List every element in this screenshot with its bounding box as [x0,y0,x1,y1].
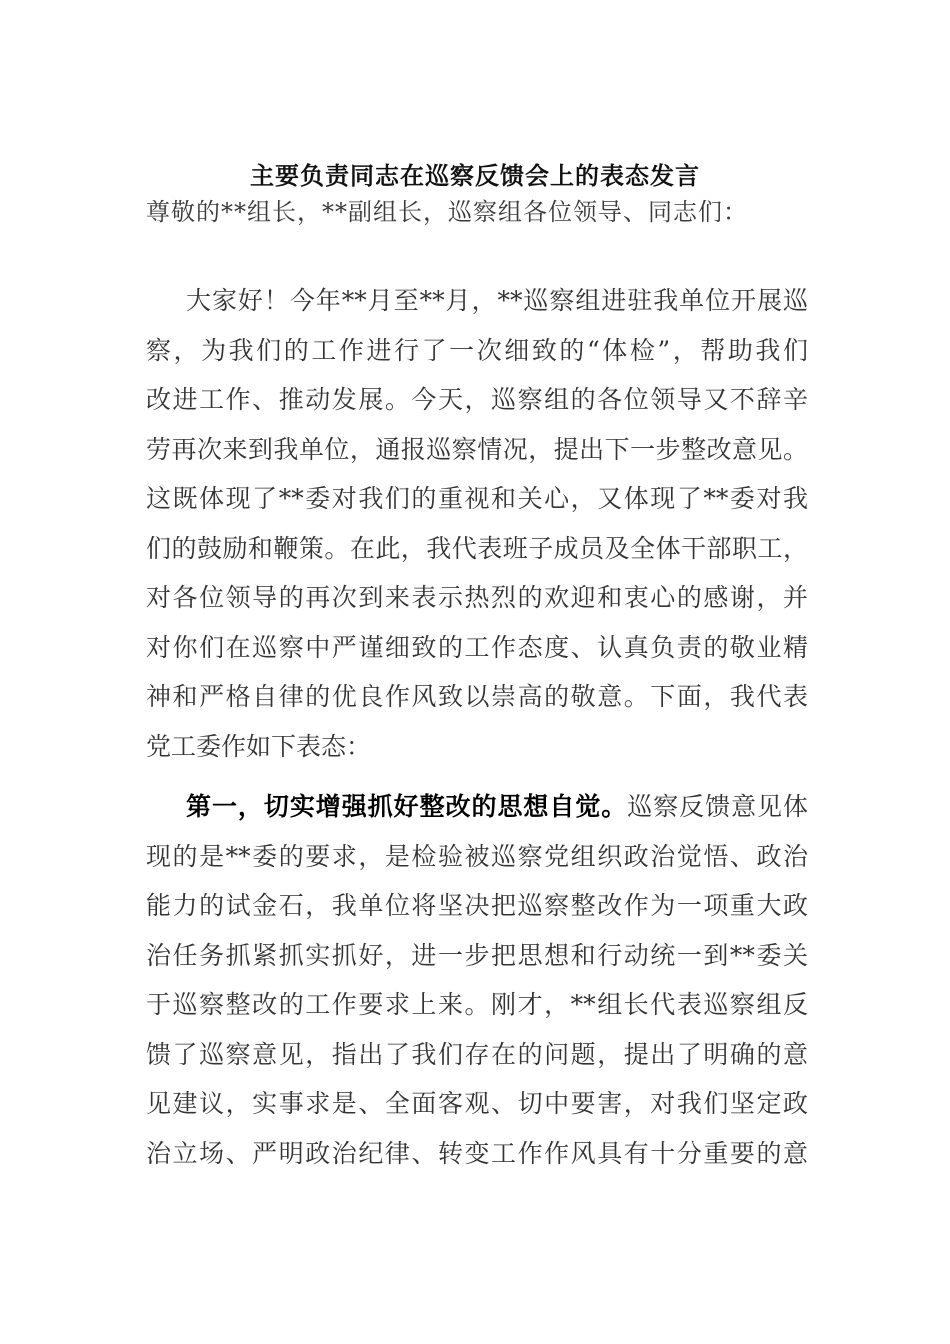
paragraph-line: 们的鼓励和鞭策。在此，我代表班子成员及全体干部职工， [146,533,808,563]
paragraph-line: 现的是**委的要求，是检验被巡察党组织政治觉悟、政治 [146,841,808,871]
paragraph-point-one [146,782,808,1178]
paragraph-first-line [146,782,808,832]
paragraph-line: 馈了巡察意见，指出了我们存在的问题，提出了明确的意 [146,1039,808,1069]
paragraph-line: 神和严格自律的优良作风致以崇高的敬意。下面，我代表 [146,682,808,711]
paragraph-line: 能力的试金石，我单位将坚决把巡察整改作为一项重大政 [146,891,808,920]
paragraph-line: 对你们在巡察中严谨细致的工作态度、认真负责的敬业精 [146,632,808,662]
paragraph-line: 劳再次来到我单位，通报巡察情况，提出下一步整改意见。 [146,434,808,464]
point-heading: 第一，切实增强抓好整改的思想自觉。 [186,792,628,821]
paragraph-line: 改进工作、推动发展。今天，巡察组的各位领导又不辞辛 [146,385,808,414]
paragraph-line: 大家好！今年**月至**月，**巡察组进驻我单位开展巡 [186,286,808,315]
paragraph-line: 治任务抓紧抓实抓好，进一步把思想和行动统一到**委关 [146,940,808,970]
paragraph-line: 见建议，实事求是、全面客观、切中要害，对我们坚定政 [146,1089,808,1118]
paragraph-line: 于巡察整改的工作要求上来。刚才，**组长代表巡察组反 [146,990,808,1019]
document-title: 主要负责同志在巡察反馈会上的表态发言 [250,161,700,190]
salutation: 尊敬的**组长，**副组长，巡察组各位领导、同志们： [146,198,748,226]
point-heading-continuation: 巡察反馈意见体 [627,792,808,821]
paragraph-line: 治立场、严明政治纪律、转变工作作风具有十分重要的意 [146,1138,808,1168]
paragraph-line: 党工委作如下表态： [146,731,372,761]
paragraph-line: 对各位领导的再次到来表示热烈的欢迎和衷心的感谢，并 [146,583,808,612]
paragraph-line: 察，为我们的工作进行了一次细致的“体检”，帮助我们 [146,335,808,365]
paragraph-welcome [146,276,808,771]
paragraph-line: 这既体现了**委对我们的重视和关心，又体现了**委对我 [146,484,808,513]
